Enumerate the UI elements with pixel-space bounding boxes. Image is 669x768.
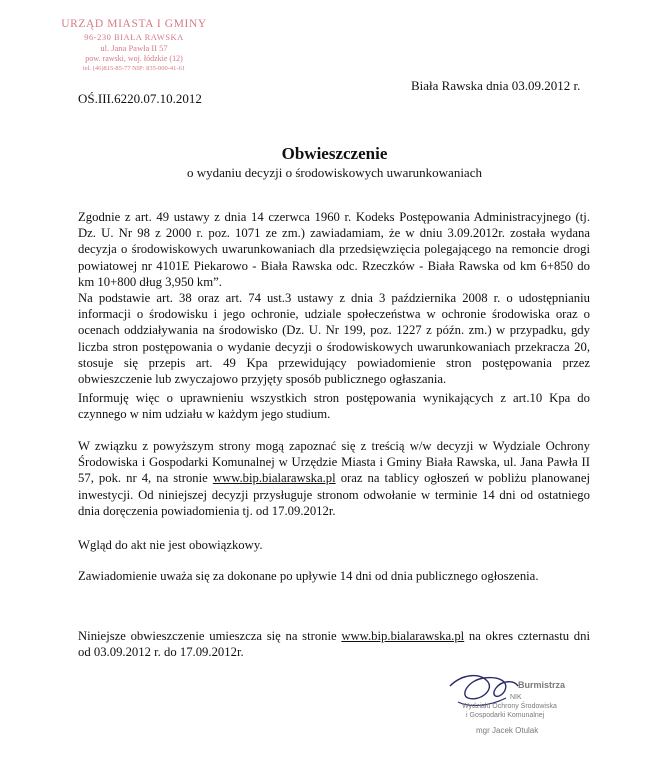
signature-stamp-department: Wydziału Ochrony Środowiska [462, 703, 557, 710]
paragraph-access-info [78, 438, 590, 519]
paragraph-publication-text-end: na okres czternastu dni od 03.09.2012 r. do 17.09.2012r. [78, 629, 590, 660]
office-header-stamp [54, 18, 214, 80]
stamp-postal-code: 96-230 BIAŁA RAWSKA [84, 32, 184, 42]
paragraph-delivery-note: Zawiadomienie uważa się za dokonane po upływie 14 dni od dnia publicznego ogłoszenia. [78, 569, 539, 583]
signature-stamp-title: Burmistrza [518, 680, 566, 690]
stamp-district: pow. rawski, woj. łódzkie (12) [85, 54, 183, 63]
signature-stamp-line2: NIK [510, 694, 522, 701]
paragraph-legal-basis: Zgodnie z art. 49 ustawy z dnia 14 czerwca 1960 r. Kodeks Postępowania Administracyjnego (tj. Dz. U. Nr 98 z 2000 r. poz. 1071 ze zm.) zawiadamiam, że w dniu 3.09.2012r. została wydana decyzja o środowiskowych uwarunkowaniach dla przedsięwzięcia polegającego na remoncie drogi powiatowej nr 4101E Piekarowo - Biała Rawska odc. Rzeczków - Biała Rawska od km 6+850 do km 10+800 dług 3,950 km”. [78, 210, 590, 289]
paragraph-access-text-end: oraz na tablicy ogłoszeń w pobliżu planowanej inwestycji. Od niniejszej decyzji przysługuje stronom odwołanie w terminie 14 dni od ostatniego dnia doręczenia powiadomienia tj. od 17.09.2012r. [78, 471, 590, 518]
page-title: Obwieszczenie [281, 144, 388, 163]
paragraph-publication [78, 628, 590, 660]
signature-stamp [410, 668, 600, 768]
paragraph-provisions: Na podstawie art. 38 oraz art. 74 ust.3 ustawy z dnia 3 października 2008 r. o udostępnianiu informacji o środowisku i jego ochronie, udziale społeczeństwa w ochronie środowiska oraz o ocenach oddziaływania na środowisko (Dz. U. Nr 199, poz. 1227 z późn. zm.) w przypadku, gdy liczba stron postępowania o wydanie decyzji o środowiskowych uwarunkowaniach przekracza 20, stosuje się przepis art. 49 Kpa przewidujący powiadomienie stron postępowania przez obwieszczenie lub zwyczajowo przyjęty sposób publicznego ogłaszania. [78, 291, 590, 387]
bip-website-link-2[interactable]: www.bip.bialarawska.pl [341, 629, 465, 643]
signature-stamp-name: mgr Jacek Otulak [476, 726, 539, 735]
stamp-street: ul. Jana Pawła II 57 [100, 43, 168, 53]
page-subtitle: o wydaniu decyzji o środowiskowych uwarunkowaniach [187, 165, 482, 180]
bip-website-link[interactable]: www.bip.bialarawska.pl [212, 471, 336, 486]
paragraph-publication-text-start: Niniejsze obwieszczenie umieszcza się na stronie [78, 629, 342, 643]
stamp-contact: tel. (46)815-85-77 NIP: 835-000-41-61 [82, 65, 186, 72]
paragraph-access-text-start: W związku z powyższym strony mogą zapoznać się z treścią w/w decyzji w Wydziale Ochrony Środowiska i Gospodarki Komunalnej w Urzędzie Miasta i Gminy Biała Rawska, ul. Jana Pawła II 57, pok. nr 4, na stronie [78, 439, 590, 486]
paragraph-files-note: Wgląd do akt nie jest obowiązkowy. [78, 538, 263, 552]
reference-number: OŚ.III.6220.07.10.2012 [78, 91, 202, 106]
signature-stamp-department-2: i Gospodarki Komunalnej [466, 712, 545, 719]
paragraph-rights: Informuję więc o uprawnieniu wszystkich stron postępowania wynikających z art.10 Kpa do czynnego w nim udziału w każdym jego studium. [78, 391, 590, 422]
place-and-date: Biała Rawska dnia 03.09.2012 r. [411, 78, 581, 93]
stamp-office-name: URZĄD MIASTA I GMINY [61, 18, 207, 30]
